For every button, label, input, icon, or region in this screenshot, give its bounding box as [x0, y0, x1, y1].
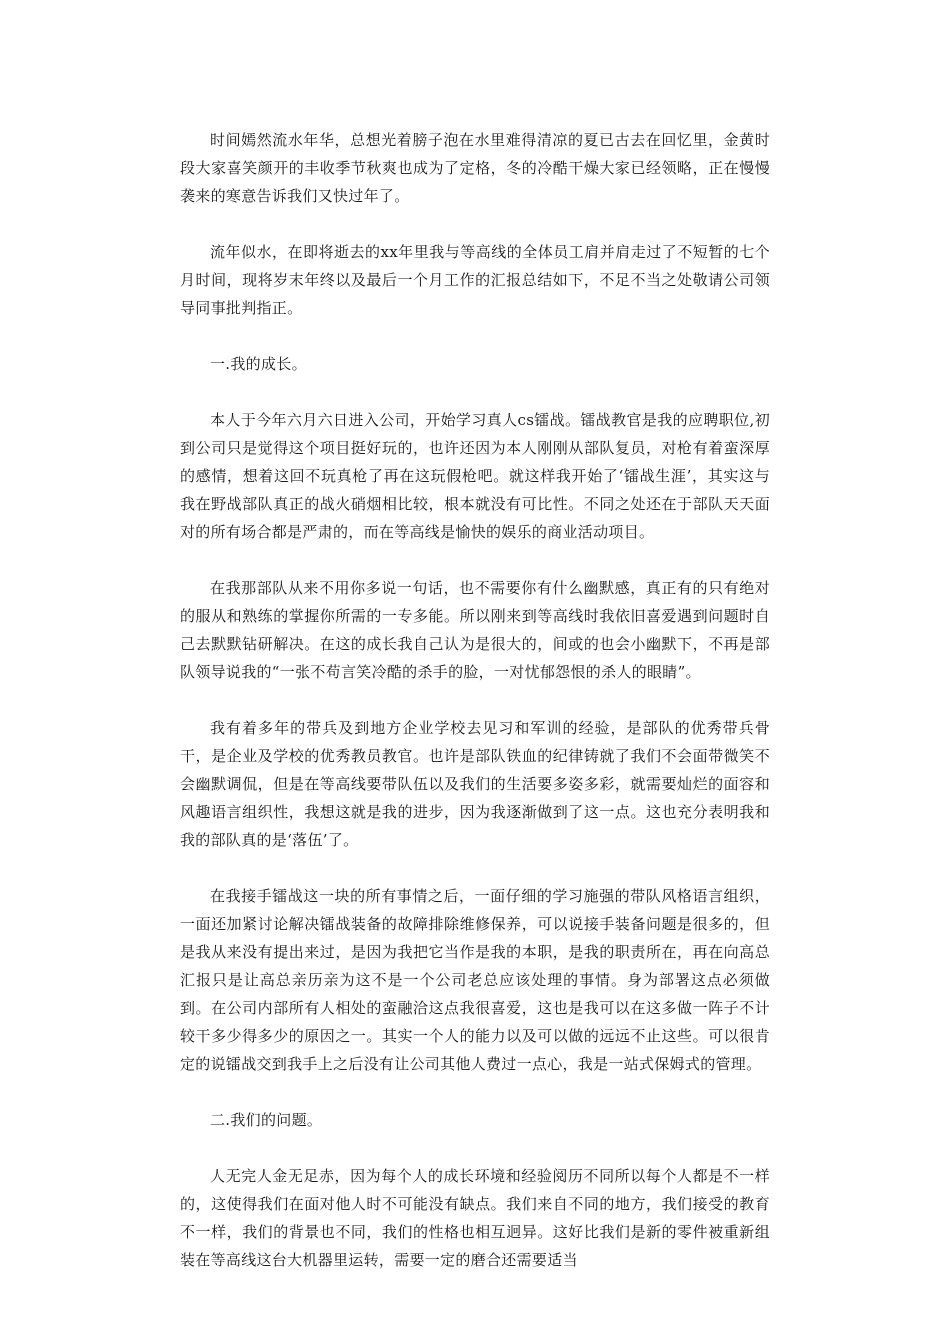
paragraph-experience: 我有着多年的带兵及到地方企业学校去见习和军训的经验，是部队的优秀带兵骨干，是企业及学校的优秀教员教官。也许是部队铁血的纪律铸就了我们不会面带微笑不会幽默调侃，但是在等高线要带队伍以及我们的生活要多姿多彩，就需要灿烂的面容和风趣语言组织性，我想这就是我的进步，因为我逐渐做到了这一点。这也充分表明我和我的部队真的是‘落伍’了。 [180, 719, 770, 849]
paragraph-army-habits: 在我那部队从来不用你多说一句话，也不需要你有什么幽默感，真正有的只有绝对的服从和熟练的掌握你所需的一专多能。所以刚来到等高线时我依旧喜爱遇到问题时自己去默默钻研解决。在这的成长我自己认为是很大的，间或的也会小幽默下，不再是部队领导说我的“一张不苟言笑冷酷的杀手的脸，一对忧郁怨恨的杀人的眼睛”。 [180, 579, 770, 681]
document-page [180, 126, 770, 1302]
paragraph-problems: 人无完人金无足赤，因为每个人的成长环境和经验阅历不同所以每个人都是不一样的，这使得我们在面对他人时不可能没有缺点。我们来自不同的地方，我们接受的教育不一样，我们的背景也不同，我们的性格也相互迥异。这好比我们是新的零件被重新组装在等高线这台大机器里运转，需要一定的磨合还需要适当 [180, 1167, 770, 1269]
section-heading-growth: 一.我的成长。 [210, 355, 307, 373]
paragraph-responsibilities: 在我接手镭战这一块的所有事情之后，一面仔细的学习施强的带队风格语言组织，一面还加紧讨论解决镭战装备的故障排除维修保养，可以说接手装备问题是很多的，但是我从来没有提出来过，是因为我把它当作是我的本职，是我的职责所在，再在向高总汇报只是让高总亲历亲为这不是一个公司老总应该处理的事情。身为部署这点必须做到。在公司内部所有人相处的蛮融洽这点我很喜爱，这也是我可以在这多做一阵子不计较干多少得多少的原因之一。其实一个人的能力以及可以做的远远不止这些。可以很肯定的说镭战交到我手上之后没有让公司其他人费过一点心，我是一站式保姆式的管理。 [180, 887, 770, 1073]
paragraph-summary: 流年似水，在即将逝去的xx年里我与等高线的全体员工肩并肩走过了不短暂的七个月时间，现将岁末年终以及最后一个月工作的汇报总结如下，不足不当之处敬请公司领导同事批判指正。 [180, 243, 770, 317]
paragraph-intro: 时间嫣然流水年华，总想光着膀子泡在水里难得清凉的夏已古去在回忆里，金黄时段大家喜笑颜开的丰收季节秋爽也成为了定格，冬的冷酷干燥大家已经领略，正在慢慢袭来的寒意告诉我们又快过年了。 [180, 131, 770, 205]
section-heading-problems: 二.我们的问题。 [210, 1111, 323, 1129]
paragraph-joining: 本人于今年六月六日进入公司，开始学习真人cs镭战。镭战教官是我的应聘职位,初到公司只是觉得这个项目挺好玩的，也许还因为本人刚刚从部队复员，对枪有着蛮深厚的感情，想着这回不玩真枪了再在这玩假枪吧。就这样我开始了‘镭战生涯’，其实这与我在野战部队真正的战火硝烟相比较，根本就没有可比性。不同之处还在于部队天天面对的所有场合都是严肃的，而在等高线是愉快的娱乐的商业活动项目。 [180, 411, 770, 541]
